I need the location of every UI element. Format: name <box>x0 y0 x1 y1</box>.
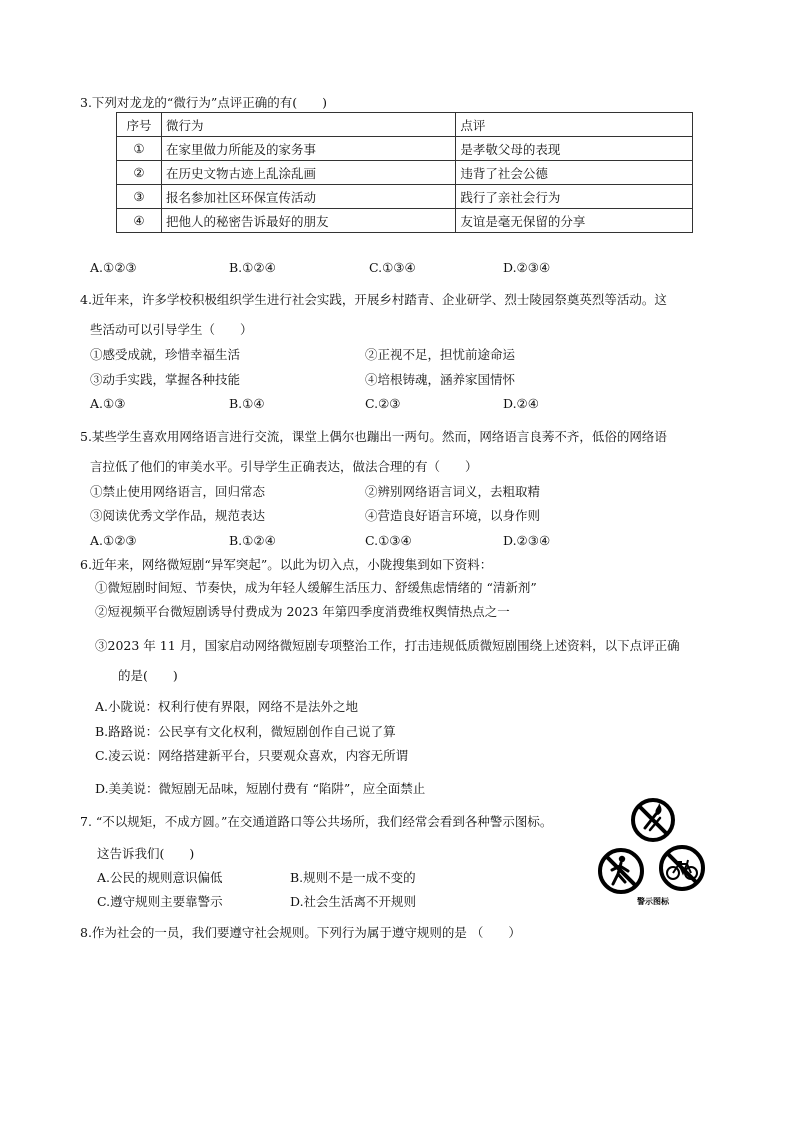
q5-option-c: C.①③④ <box>365 533 412 548</box>
q4-statement-1: ①感受成就，珍惜幸福生活 <box>90 347 241 362</box>
table-row <box>117 161 693 185</box>
table-cell: ③ <box>117 185 162 209</box>
q4-stem-line2: 些活动可以引导学生（ ） <box>90 322 253 337</box>
no-fire-icon <box>633 800 673 840</box>
table-cell: ④ <box>117 209 162 233</box>
table-row <box>117 185 693 209</box>
table-cell: 友谊是毫无保留的分享 <box>456 209 693 233</box>
table-cell: 报名参加社区环保宣传活动 <box>161 185 455 209</box>
table-header-cell: 序号 <box>117 113 162 137</box>
table-header-row <box>117 113 693 137</box>
q4-option-d: D.②④ <box>503 396 539 411</box>
q3-option-d: D.②③④ <box>503 260 551 275</box>
q4-statement-2: ②正视不足，担忧前途命运 <box>365 347 516 362</box>
q6-material-3-line2: 的是( ) <box>118 668 178 683</box>
q5-statement-3: ③阅读优秀文学作品，规范表达 <box>90 508 266 523</box>
no-pedestrians-icon <box>600 850 642 892</box>
q6-option-d: D.美美说：微短剧无品味，短剧付费有 “陷阱”，应全面禁止 <box>95 781 426 796</box>
q5-stem-line1: 5.某些学生喜欢用网络语言进行交流，课堂上偶尔也蹦出一两句。然而，网络语言良莠不齐，低俗的网络语 <box>80 429 667 444</box>
q5-statement-2: ②辨别网络语言词义，去粗取精 <box>365 484 541 499</box>
q7-stem-line2: 这告诉我们( ) <box>97 846 195 861</box>
q7-option-b: B.规则不是一成不变的 <box>290 870 416 885</box>
table-cell: 在家里做力所能及的家务事 <box>161 137 455 161</box>
q7-option-c: C.遵守规则主要靠警示 <box>97 894 223 909</box>
q6-material-3-line1: ③2023 年 11 月，国家启动网络微短剧专项整治工作，打击违规低质微短剧围绕上述资料，以下点评正确 <box>95 638 680 653</box>
table-cell: 是孝敬父母的表现 <box>456 137 693 161</box>
table-cell: ① <box>117 137 162 161</box>
q4-statement-4: ④培根铸魂，涵养家国情怀 <box>365 372 516 387</box>
q5-option-d: D.②③④ <box>503 533 551 548</box>
q6-option-c: C.凌云说：网络搭建新平台，只要观众喜欢，内容无所谓 <box>95 748 409 763</box>
no-bicycles-icon <box>661 847 703 889</box>
q3-option-a: A.①②③ <box>90 260 137 275</box>
q6-option-b: B.路路说：公民享有文化权利，微短剧创作自己说了算 <box>95 724 396 739</box>
q5-statement-4: ④营造良好语言环境，以身作则 <box>365 508 541 523</box>
q5-stem-line2: 言拉低了他们的审美水平。引导学生正确表达，做法合理的有（ ） <box>90 459 478 474</box>
q6-stem: 6.近年来，网络微短剧“异军突起”。以此为切入点，小陇搜集到如下资料： <box>80 557 493 572</box>
q4-option-c: C.②③ <box>365 396 401 411</box>
table-row <box>117 137 693 161</box>
q4-statement-3: ③动手实践，掌握各种技能 <box>90 372 241 387</box>
q4-option-b: B.①④ <box>229 396 265 411</box>
q3-option-b: B.①②④ <box>229 260 276 275</box>
q7-option-a: A.公民的规则意识偏低 <box>97 870 223 885</box>
q7-option-d: D.社会生活离不开规则 <box>290 894 417 909</box>
q4-stem-line1: 4.近年来，许多学校积极组织学生进行社会实践，开展乡村踏青、企业研学、烈士陵园祭奠英烈等活动。这 <box>80 292 667 307</box>
table-cell: 把他人的秘密告诉最好的朋友 <box>161 209 455 233</box>
q6-option-a: A.小陇说：权利行使有界限，网络不是法外之地 <box>95 699 359 714</box>
table-header-cell: 点评 <box>456 113 693 137</box>
q5-option-b: B.①②④ <box>229 533 276 548</box>
table-cell: 践行了亲社会行为 <box>456 185 693 209</box>
warning-signs-figure <box>598 796 708 908</box>
q5-option-a: A.①②③ <box>90 533 137 548</box>
sign-caption: 警示图标 <box>637 897 669 906</box>
q7-stem: 7. “不以规矩，不成方圆。”在交通道路口等公共场所，我们经常会看到各种警示图标。 <box>80 814 553 829</box>
q6-material-1: ①微短剧时间短、节奏快，成为年轻人缓解生活压力、舒缓焦虑情绪的 “清新剂” <box>95 580 537 595</box>
q3-table <box>116 112 693 233</box>
table-cell: 违背了社会公德 <box>456 161 693 185</box>
q8-stem: 8.作为社会的一员，我们要遵守社会规则。下列行为属于遵守规则的是 （ ） <box>80 925 521 940</box>
q3-option-c: C.①③④ <box>369 260 416 275</box>
table-header-cell: 微行为 <box>161 113 455 137</box>
table-cell: 在历史文物古迹上乱涂乱画 <box>161 161 455 185</box>
q4-option-a: A.①③ <box>90 396 126 411</box>
q6-material-2: ②短视频平台微短剧诱导付费成为 2023 年第四季度消费维权舆情热点之一 <box>95 604 510 619</box>
table-row <box>117 209 693 233</box>
q3-stem: 3.下列对龙龙的“微行为”点评正确的有( ) <box>80 95 327 110</box>
q5-statement-1: ①禁止使用网络语言，回归常态 <box>90 484 266 499</box>
table-cell: ② <box>117 161 162 185</box>
